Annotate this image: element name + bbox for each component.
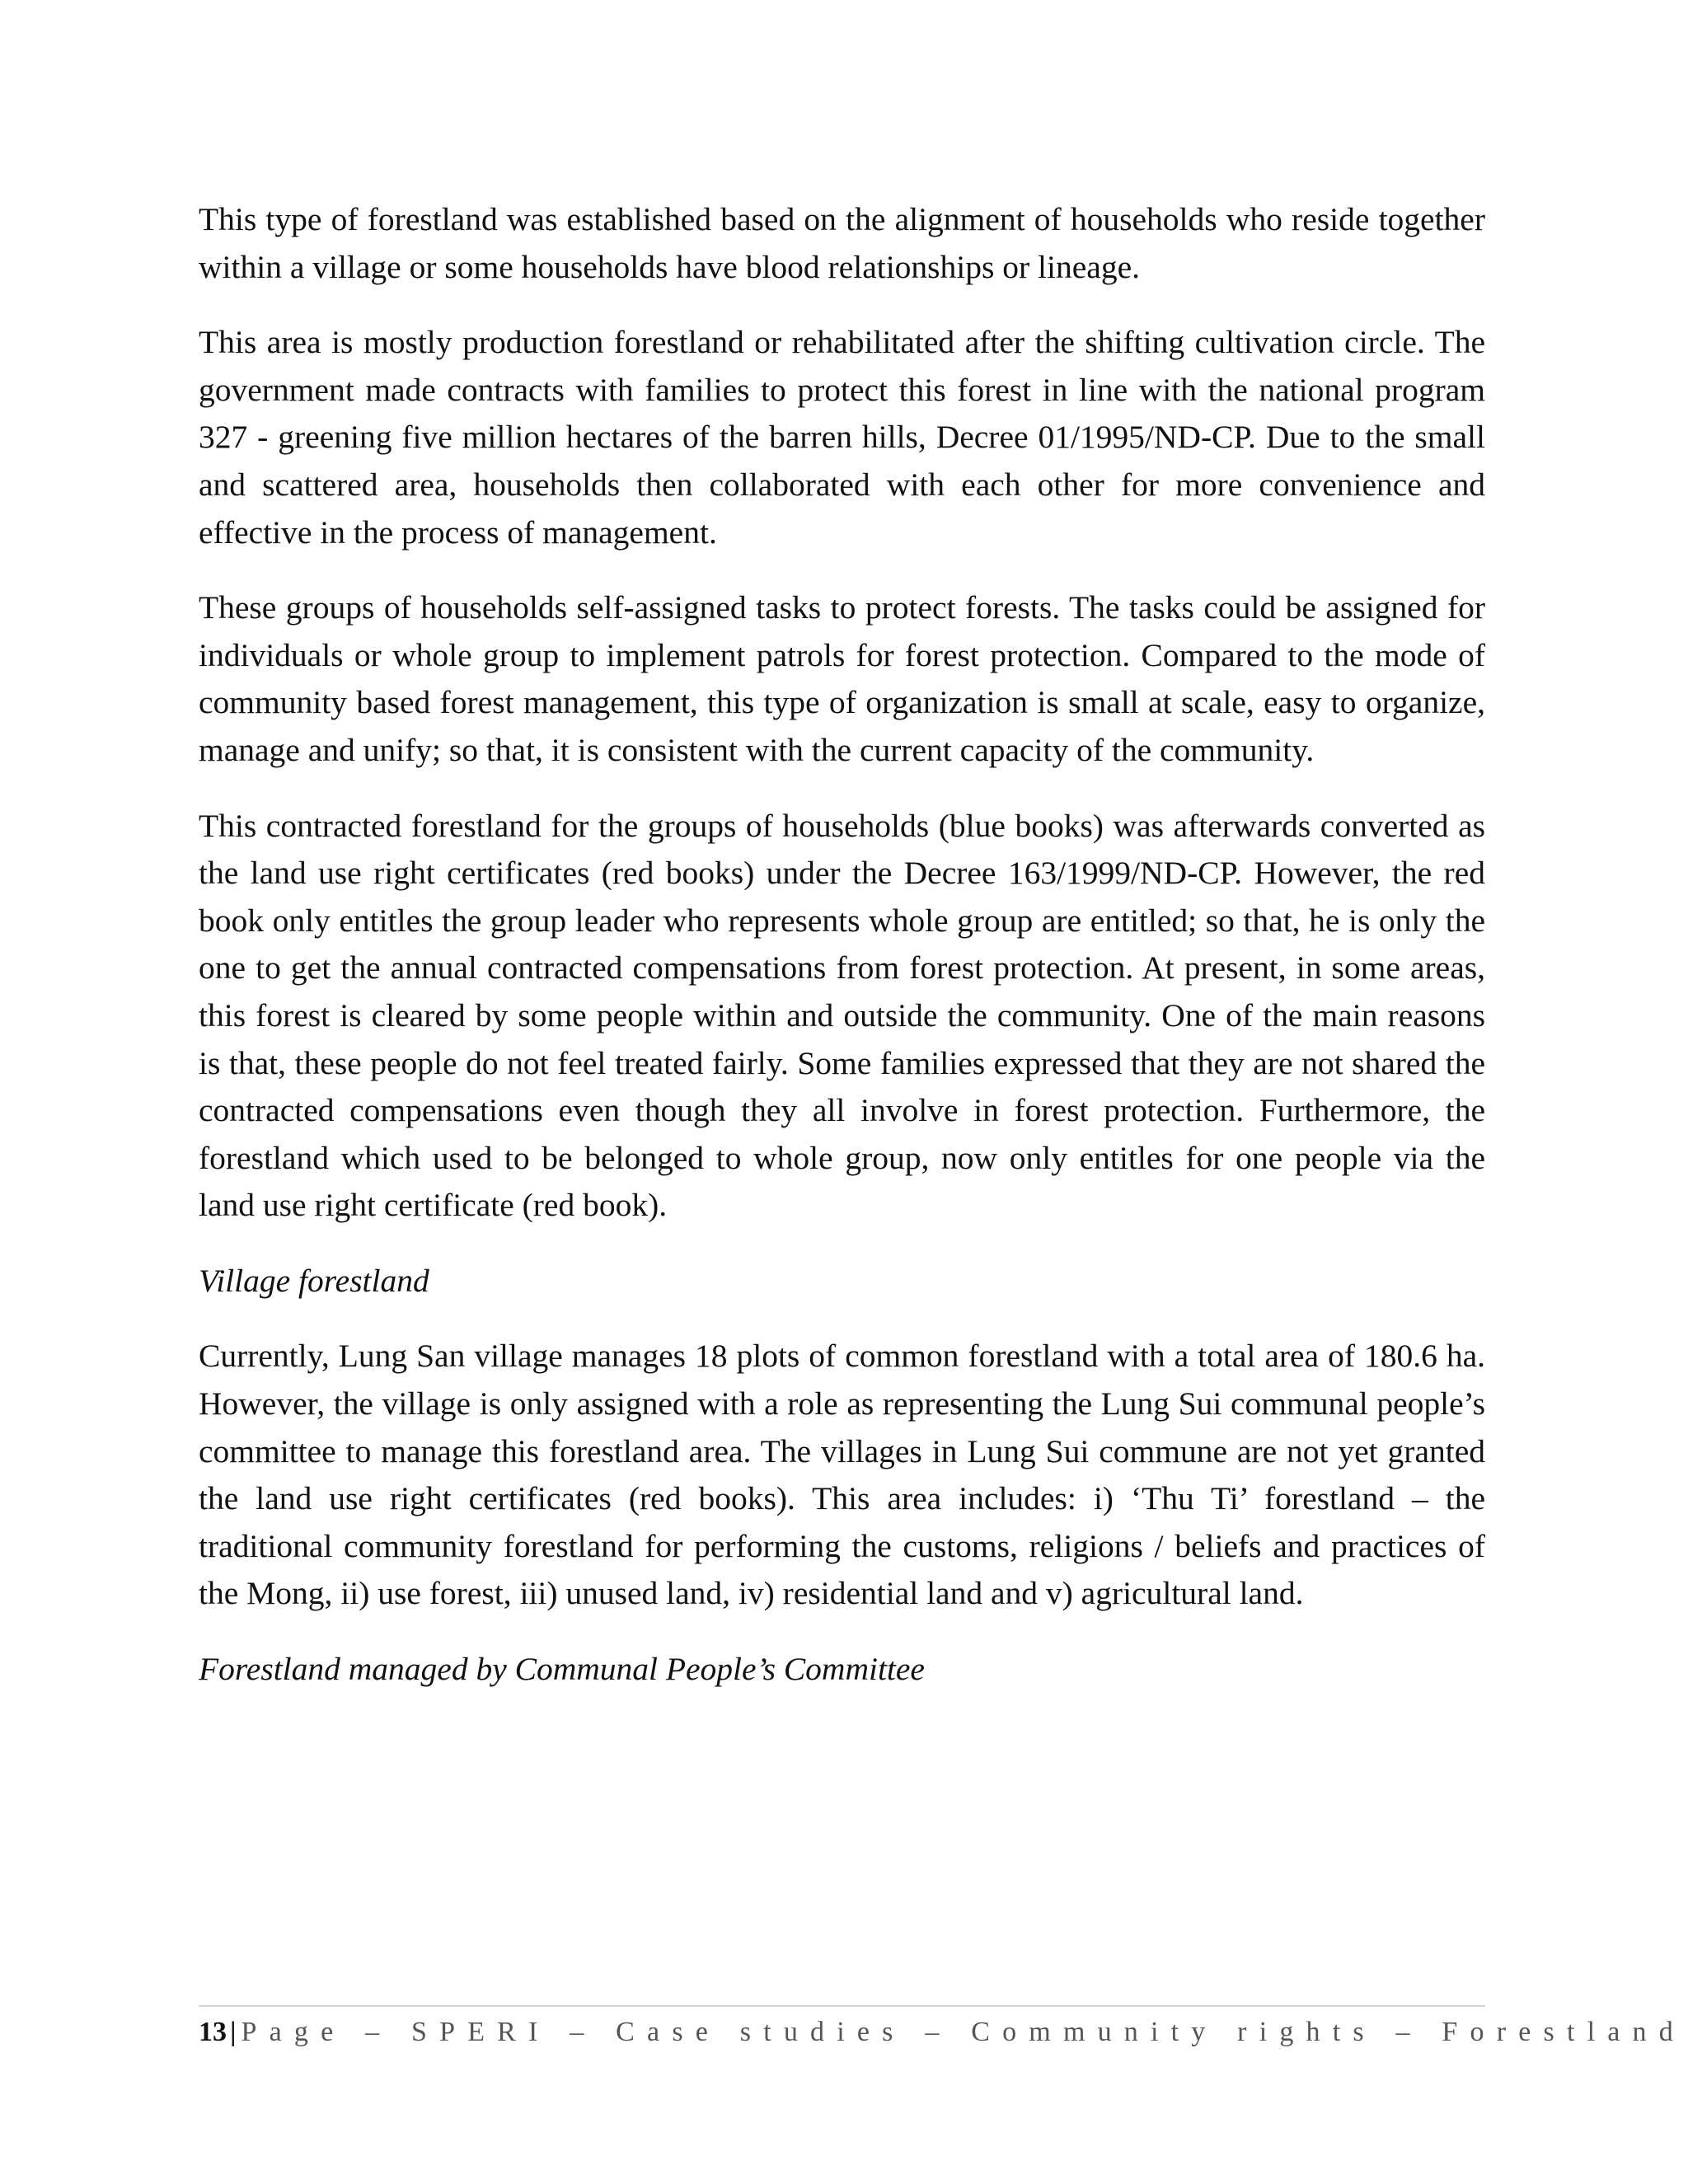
page-footer — [199, 2014, 1686, 2050]
footer-page-number: 13 — [199, 2017, 227, 2047]
paragraph-lung-san-village: Currently, Lung San village manages 18 plots of common forestland with a total area of 180.6 ha. However, the village is only assigned with a role as representing the Lung Sui communal people’s committee to manage this forestland area. The villages in Lung Sui commune are not yet granted the land use right certificates (red books). This area includes: i) ‘Thu Ti’ forestland – the traditional community forestland for performing the customs, religions / beliefs and practices of the Mong, ii) use forest, iii) unused land, iv) residential land and v) agricultural land. — [199, 1338, 1485, 1612]
section-heading-communal-committee: Forestland managed by Communal People’s Committee — [199, 1651, 925, 1688]
footer-divider — [199, 2005, 1485, 2007]
paragraph-production-forestland: This area is mostly production forestland or rehabilitated after the shifting cultivation circle. The government made contracts with families to protect this forest in line with the national program 327 - greening five million hectares of the barren hills, Decree 01/1995/ND-CP. Due to the small and scattered area, households then collaborated with each other for more convenience and effective in the process of management. — [199, 324, 1485, 551]
footer-separator: | — [230, 2017, 237, 2047]
page-body — [199, 196, 1485, 1722]
section-heading-village-forestland: Village forestland — [199, 1262, 429, 1299]
paragraph-self-assigned-tasks: These groups of households self-assigned tasks to protect forests. The tasks could be assigned for individuals or whole group to implement patrols for forest protection. Compared to the mode of community based forest management, this type of organization is small at scale, easy to organize, manage and unify; so that, it is consistent with the current capacity of the community. — [199, 589, 1485, 768]
paragraph-red-books: This contracted forestland for the groups of households (blue books) was afterwards converted as the land use right certificates (red books) under the Decree 163/1999/ND-CP. However, the red book only entitles the group leader who represents whole group are entitled; so that, he is only the one to get the annual contracted compensations from forest protection. At present, in some areas, this forest is cleared by some people within and outside the community. One of the main reasons is that, these people do not feel treated fairly. Some families expressed that they are not shared the contracted compensations even though they all involve in forest protection. Furthermore, the forestland which used to be belonged to whole group, now only entitles for one people via the land use right certificate (red book). — [199, 807, 1485, 1224]
footer-running-title: Page – SPERI – Case studies – Community rights – Forestland — [241, 2017, 1686, 2047]
paragraph-household-groups: This type of forestland was established based on the alignment of households who reside together within a village or some households have blood relationships or lineage. — [199, 201, 1485, 285]
